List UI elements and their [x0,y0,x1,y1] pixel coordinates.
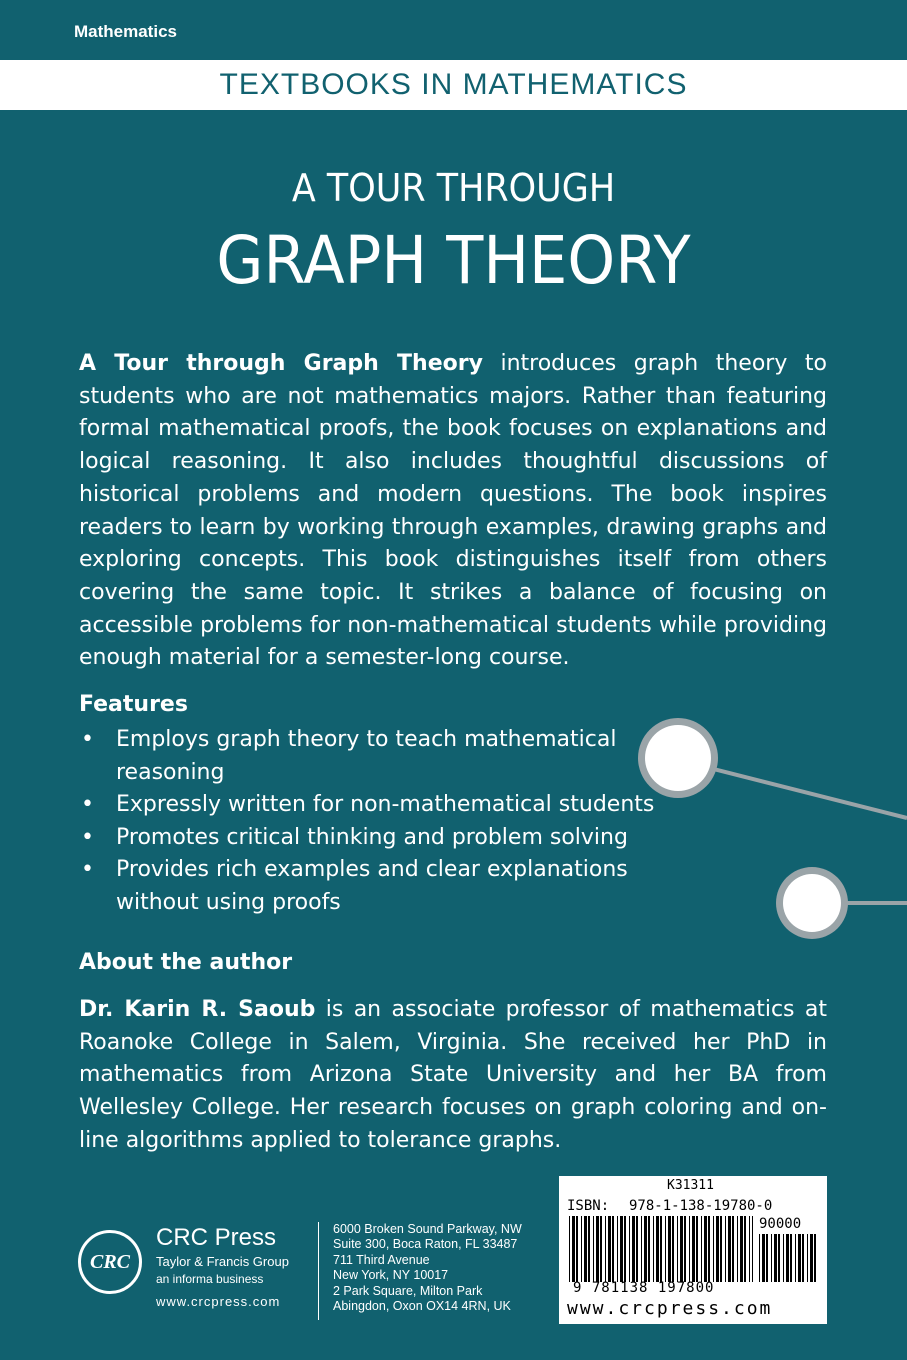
barcode-bar [680,1216,683,1282]
barcode-bar [672,1216,674,1282]
barcode-bar [783,1234,784,1282]
barcode-bar [608,1216,611,1282]
description-book-title: A Tour through Graph Theory [79,351,483,376]
feature-text: Promotes critical thinking and problem solving [116,824,628,850]
barcode-bar [617,1216,618,1282]
barcode-bar [600,1216,602,1282]
graph-node [783,874,841,932]
series-title: TEXTBOOKS IN MATHEMATICS [219,68,688,101]
barcode-bar [814,1234,816,1282]
book-description [79,348,827,675]
about-heading: About the author [79,950,293,975]
barcode-bar [665,1216,666,1282]
barcode-bar [752,1216,753,1282]
list-item [79,854,699,919]
barcode-bar [605,1216,606,1282]
feature-text: Provides rich examples and clear explanations without using proofs [116,857,628,915]
barcode-bar [572,1216,575,1282]
barcode-bar [596,1216,599,1282]
publisher-informa: an informa business [156,1272,264,1286]
barcode-bar [728,1216,731,1282]
isbn-value: 978-1-138-19780-0 [629,1198,773,1214]
barcode-bar [641,1216,642,1282]
barcode-bar [744,1216,746,1282]
bullet: • [81,727,94,752]
description-text: introduces graph theory to students who are not mathematics majors. Rather than featuring formal mathematical proofs, the book focuses on explanations and logical reasoning. It also includes thoughtful discussions of historical problems and modern questions. The book inspires readers to learn by working through examples, drawing graphs and exploring concepts. This book distinguishes itself from others covering the same topic. It strikes a balance of focusing on accessible problems for non-mathematical students while providing enough material for a semester-long course. [79,351,827,671]
barcode-bar [656,1216,659,1282]
address-line: Suite 300, Boca Raton, FL 33487 [333,1236,518,1251]
author-bio [79,994,827,1158]
isbn-label: ISBN: [567,1198,610,1214]
publisher-url[interactable]: www.crcpress.com [156,1294,281,1309]
barcode-bar [593,1216,594,1282]
barcode-bar [677,1216,678,1282]
address-line: New York, NY 10017 [333,1267,449,1282]
features-heading: Features [79,692,188,717]
barcode-bar [636,1216,638,1282]
barcode-bar [778,1234,780,1282]
publisher-group: Taylor & Francis Group [156,1254,289,1269]
barcode-bar [644,1216,647,1282]
barcode-bar [696,1216,698,1282]
feature-list [79,724,699,919]
subject-label: Mathematics [74,22,177,41]
barcode-bar [802,1234,804,1282]
barcode-bar [774,1234,777,1282]
barcode-bar [668,1216,671,1282]
barcode-bar [716,1216,719,1282]
publisher-block [78,1222,318,1322]
feature-text: Employs graph theory to teach mathematical reasoning [116,727,617,785]
barcode-bar [629,1216,630,1282]
author-bio-text: is an associate professor of mathematics at Roanoke College in Salem, Virginia. She received her PhD in mathematics from Arizona State University and her BA from Wellesley College. Her research focuses on graph coloring and on-line algorithms applied to tolerance graphs. [79,997,827,1153]
barcode-bar [653,1216,654,1282]
barcode-bar [790,1234,792,1282]
barcode-bar [689,1216,690,1282]
barcode-bar [612,1216,614,1282]
barcode-bar [684,1216,686,1282]
address-line: 711 Third Avenue [333,1253,430,1267]
barcode-bar [732,1216,734,1282]
barcode-url: www.crcpress.com [567,1298,773,1319]
barcode-bar [810,1234,813,1282]
barcode-bar [620,1216,623,1282]
list-item [79,789,699,822]
barcode-bar [737,1216,738,1282]
barcode-bar [624,1216,626,1282]
barcode-bar [771,1234,772,1282]
barcode-bar [713,1216,714,1282]
feature-text: Expressly written for non-mathematical students [116,792,655,817]
barcode-bars [569,1216,753,1282]
barcode-bar [581,1216,582,1282]
barcode-bar [588,1216,590,1282]
publisher-divider [318,1222,319,1320]
bullet: • [81,824,94,850]
barcode-bar [762,1234,765,1282]
barcode-bar [692,1216,695,1282]
barcode-bar [708,1216,710,1282]
list-item [79,822,699,855]
barcode-bar [660,1216,662,1282]
barcode-supplement-bars [759,1234,819,1282]
list-item [79,724,699,789]
barcode-bar [632,1216,635,1282]
barcode-bar [766,1234,768,1282]
address-line: 6000 Broken Sound Parkway, NW [333,1222,522,1236]
barcode-bar [648,1216,650,1282]
publisher-addresses [333,1222,522,1313]
barcode-bar [720,1216,722,1282]
barcode-bar [786,1234,789,1282]
barcode-bar [798,1234,801,1282]
barcode-bar [725,1216,726,1282]
barcode-bar [740,1216,743,1282]
catalog-number: K31311 [667,1178,714,1193]
barcode-bar [576,1216,578,1282]
crc-logo-icon [78,1230,142,1294]
address-line: 2 Park Square, Milton Park [333,1284,483,1298]
ean-number: 9 781138 197800 [573,1280,715,1296]
barcode-bar [701,1216,702,1282]
barcode-bar [584,1216,587,1282]
barcode-bar [759,1234,760,1282]
barcode-bar [795,1234,796,1282]
address-line: Abingdon, Oxon OX14 4RN, UK [333,1298,511,1313]
barcode-bar [749,1216,750,1282]
barcode-box [559,1176,827,1324]
book-title-line1: A TOUR THROUGH [291,166,616,210]
publisher-name: CRC Press [156,1224,277,1251]
bullet: • [81,857,94,882]
price-code: 90000 [759,1216,802,1232]
crc-logo-text: CRC [89,1251,131,1273]
book-title-line2: GRAPH THEORY [216,222,691,299]
barcode-bar [569,1216,570,1282]
bullet: • [81,792,94,817]
barcode-bar [704,1216,707,1282]
barcode-bar [807,1234,808,1282]
author-name: Dr. Karin R. Saoub [79,997,316,1022]
